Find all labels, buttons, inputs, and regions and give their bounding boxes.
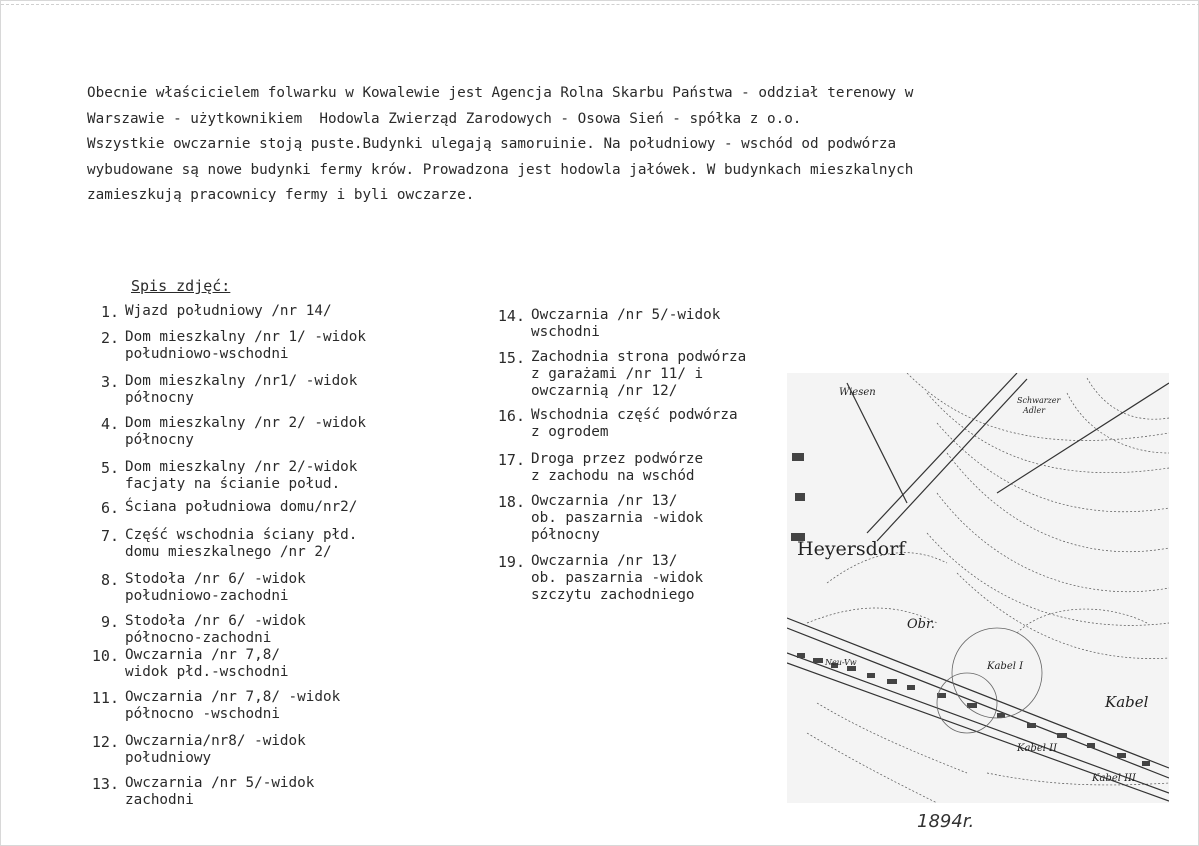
photo-list-item [83,571,306,605]
item-text-line: Część wschodnia ściany płd. [125,527,358,543]
photo-list-item [83,459,357,493]
photo-list-title: Spis zdjęć: [131,277,231,295]
item-number: 6. [100,499,119,517]
item-number: 10. [91,647,119,665]
item-text [125,373,357,407]
paragraph-line: Obecnie właścicielem folwarku w Kowalewie jest Agencja Rolna Skarbu Państwa - oddział terenowy w [87,85,914,101]
item-text-line: z garażami /nr 11/ i [531,366,704,382]
item-text-line: Dom mieszkalny /nr 2/ -widok [125,415,367,431]
item-text-line: północny [531,527,600,543]
historic-map [787,373,1169,803]
item-text [125,415,366,449]
photo-list-item [83,647,289,681]
item-text-line: szczytu zachodniego [531,587,695,603]
map-drawing [787,373,1169,803]
item-number: 4. [100,415,119,433]
item-text-line: Wschodnia część podwórza [531,407,738,423]
item-text [125,613,306,647]
item-number: 2. [100,329,119,347]
paragraph-line: wybudowane są nowe budynki fermy krów. Prowadzona jest hodowla jałówek. W budynkach mieszkalnych [87,161,914,178]
item-text [531,451,703,485]
item-text [125,459,357,493]
photo-list-item [83,527,357,561]
photo-list-item [83,613,306,647]
item-number: 13. [91,775,119,793]
map-label-obr: Obr. [907,617,935,632]
photo-list-right [489,307,789,607]
item-text [125,689,340,723]
item-text [531,349,746,400]
item-text-line: północny [125,432,194,448]
item-text-line: Dom mieszkalny /nr 2/-widok [125,459,358,475]
item-text-line: z zachodu na wschód [531,468,695,484]
item-number: 12. [91,733,119,751]
photo-list-item [489,493,703,544]
item-text-line: północny [125,390,194,406]
item-number: 16. [497,407,525,425]
map-label-adler: Adler [1023,406,1046,415]
item-number: 17. [497,451,525,469]
map-label-kabel-2: Kabel II [1017,743,1058,754]
paragraph-line: Wszystkie owczarnie stoją puste.Budynki ulegają samoruinie. Na południowy - wschód od podwórza [87,136,897,152]
item-text-line: domu mieszkalnego /nr 2/ [125,544,332,560]
item-text-line: południowo-wschodni [125,346,289,362]
item-text-line: Owczarnia/nr8/ -widok [125,733,306,749]
item-text [531,407,738,441]
item-text [125,775,314,809]
paragraph-line: zamieszkują pracownicy fermy i byli owczarze. [87,187,475,203]
item-text-line: Owczarnia /nr 5/-widok [125,775,315,791]
item-text [125,527,357,561]
map-label-kabel-1: Kabel I [987,661,1024,672]
item-text-line: facjaty na ścianie połud. [125,476,341,492]
item-text-line: Stodoła /nr 6/ -widok [125,571,306,587]
item-text-line: Owczarnia /nr 5/-widok [531,307,721,323]
item-number: 7. [100,527,119,545]
item-text-line: południowo-zachodni [125,588,289,604]
map-label-neu: Neu-Vw [825,658,857,667]
item-text-line: z ogrodem [531,424,609,440]
top-border [1,4,1199,5]
map-label-schwarzer: Schwarzer [1017,396,1061,405]
item-text [531,307,720,341]
map-label-kabel: Kabel [1105,693,1149,711]
item-text-line: Dom mieszkalny /nr1/ -widok [125,373,358,389]
item-text-line: północno-zachodni [125,630,272,646]
photo-list-item [489,407,738,441]
photo-list-item [83,733,306,767]
photo-list-item [83,415,366,449]
item-text [125,329,366,363]
paragraph-line: Warszawie - użytkownikiem Hodowla Zwierząd Zarodowych - Osowa Sień - spółka z o.o. [87,110,802,127]
item-text [125,733,306,767]
item-number: 8. [100,571,119,589]
photo-list-item [489,307,720,341]
item-number: 1. [100,303,119,321]
item-number: 18. [497,493,525,511]
item-text-line: Owczarnia /nr 7,8/ [125,647,280,663]
item-text [125,303,332,321]
photo-list-item [83,303,332,321]
intro-paragraph [87,81,1127,209]
item-text-line: Owczarnia /nr 13/ [531,553,678,569]
item-text-line: wschodni [531,324,600,340]
photo-list-item [489,451,703,485]
photo-list-item [83,373,357,407]
item-number: 15. [497,349,525,367]
item-number: 3. [100,373,119,391]
photo-list-item [83,499,357,517]
item-text-line: Stodoła /nr 6/ -widok [125,613,306,629]
photo-list-item [489,553,703,604]
item-text-line: owczarnią /nr 12/ [531,383,678,399]
item-text [531,493,703,544]
item-number: 14. [497,307,525,325]
map-label-heyersdorf: Heyersdorf [797,538,906,560]
item-text-line: ob. paszarnia -widok [531,510,704,526]
photo-list-item [489,349,746,400]
item-text-line: zachodni [125,792,194,808]
item-text-line: Droga przez podwórze [531,451,704,467]
item-text-line: widok płd.-wschodni [125,664,289,680]
photo-list-item [83,329,366,363]
item-text-line: północno -wschodni [125,706,280,722]
item-number: 11. [91,689,119,707]
item-text [125,499,357,517]
item-text-line: ob. paszarnia -widok [531,570,704,586]
item-text [125,571,306,605]
map-year-caption: 1894r. [917,811,975,832]
photo-list-item [83,775,314,809]
map-label-wiesen: Wiesen [839,387,876,398]
map-label-kabel-3: Kabel III [1092,773,1136,784]
item-text [531,553,703,604]
item-text-line: Owczarnia /nr 13/ [531,493,678,509]
item-text-line: południowy [125,750,212,766]
photo-list-left [83,303,483,823]
item-number: 9. [100,613,119,631]
item-text-line: Zachodnia strona podwórza [531,349,747,365]
item-text-line: Owczarnia /nr 7,8/ -widok [125,689,341,705]
item-text [125,647,289,681]
item-text-line: Wjazd południowy /nr 14/ [125,303,332,319]
item-number: 5. [100,459,119,477]
item-number: 19. [497,553,525,571]
photo-list-item [83,689,340,723]
item-text-line: Ściana południowa domu/nr2/ [125,499,358,515]
item-text-line: Dom mieszkalny /nr 1/ -widok [125,329,367,345]
